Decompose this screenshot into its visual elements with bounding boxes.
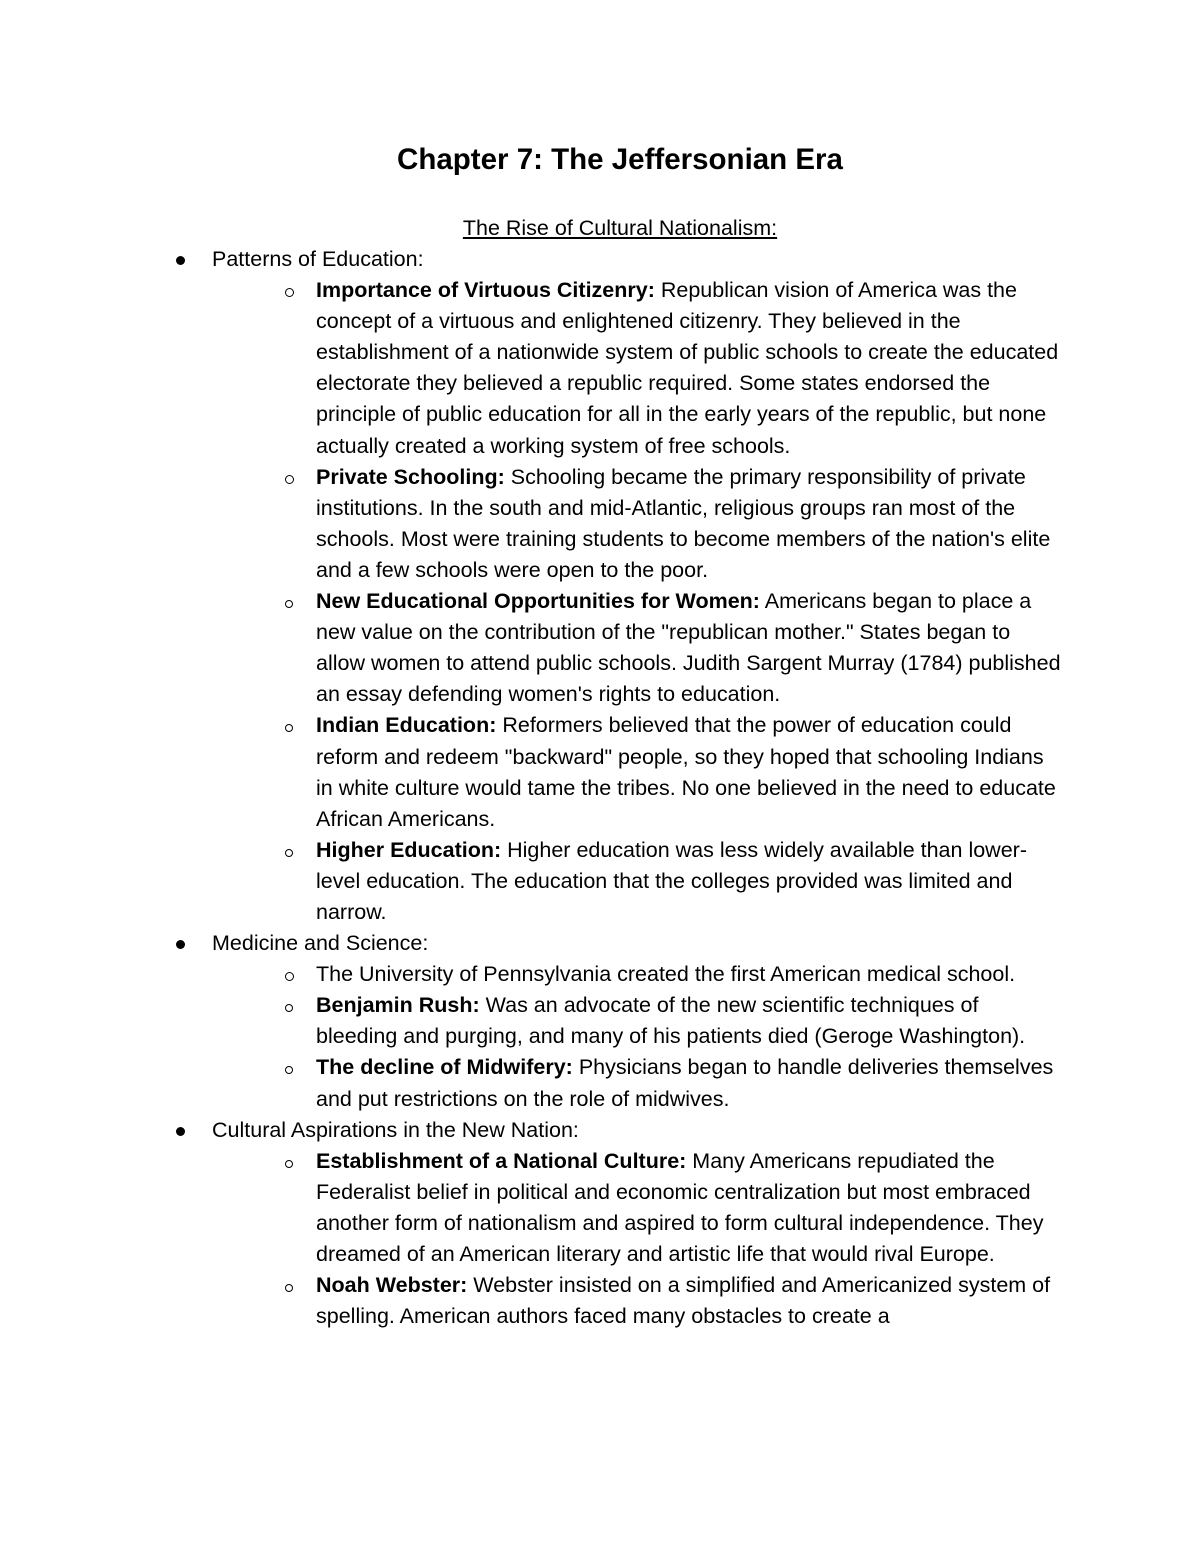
list-item: [212, 1052, 1062, 1114]
item-term: Establishment of a National Culture:: [316, 1148, 687, 1173]
list-item: [212, 835, 1062, 928]
sub-list: [212, 959, 1062, 1114]
list-item: [212, 275, 1062, 462]
sub-list: [212, 1146, 1062, 1333]
list-item: [212, 1146, 1062, 1270]
outline-list: [178, 244, 1062, 1332]
item-text: Higher education was less widely available than lower-level education. The education that the colleges provided was limited and narrow.: [316, 837, 1027, 924]
item-term: Private Schooling:: [316, 464, 505, 489]
section-heading: Cultural Aspirations in the New Nation:: [212, 1117, 579, 1142]
section-subtitle: The Rise of Cultural Nationalism:: [462, 216, 778, 240]
item-term: Noah Webster:: [316, 1273, 468, 1298]
item-term: Higher Education:: [316, 837, 502, 862]
item-text: Was an advocate of the new scientific techniques of bleeding and purging, and many of his patients died (Geroge Washington).: [316, 993, 1026, 1049]
item-term: The decline of Midwifery:: [316, 1055, 573, 1080]
list-item: [212, 462, 1062, 586]
outline-section: [178, 244, 1062, 928]
sub-list: [212, 275, 1062, 928]
item-text: Republican vision of America was the concept of a virtuous and enlightened citizenry. They believed in the establishment of a nationwide system of public schools to create the educated electorate they believed a republic required. Some states endorsed the principle of public education for all in the early years of the republic, but none actually created a working system of free schools.: [316, 278, 1059, 458]
outline-section: [178, 928, 1062, 1115]
filled-bullet-icon: [176, 940, 185, 949]
hollow-bullet-icon: [285, 1160, 293, 1168]
list-item: [212, 959, 1062, 990]
item-term: Benjamin Rush:: [316, 993, 480, 1018]
item-text: Americans began to place a new value on the contribution of the "republican mother." States began to allow women to attend public schools. Judith Sargent Murray (1784) published an essay defending women's rights to education.: [316, 589, 1061, 707]
item-term: New Educational Opportunities for Women:: [316, 589, 760, 614]
hollow-bullet-icon: [285, 475, 294, 484]
list-item: [212, 1270, 1062, 1332]
item-text: Schooling became the primary responsibility of private institutions. In the south and mid-Atlantic, religious groups ran most of the schools. Most were training students to become members of the nation's elite and a few schools were open to the poor.: [316, 464, 1051, 582]
item-text: The University of Pennsylvania created the first American medical school.: [316, 962, 1016, 987]
hollow-bullet-icon: [285, 849, 293, 857]
item-text: Webster insisted on a simplified and Americanized system of spelling. American authors faced many obstacles to create a: [316, 1273, 1051, 1329]
hollow-bullet-icon: [285, 600, 293, 608]
item-text: Physicians began to handle deliveries themselves and put restrictions on the role of midwives.: [316, 1055, 1054, 1111]
filled-bullet-icon: [176, 256, 185, 265]
item-text: Reformers believed that the power of education could reform and redeem "backward" people, so they hoped that schooling Indians in white culture would tame the tribes. No one believed in the need to educate African Americans.: [316, 713, 1056, 831]
item-term: Importance of Virtuous Citizenry:: [316, 278, 655, 303]
filled-bullet-icon: [176, 1127, 185, 1136]
list-item: [212, 990, 1062, 1052]
item-term: Indian Education:: [316, 713, 497, 738]
section-heading: Medicine and Science:: [212, 931, 429, 956]
outline-section: [178, 1115, 1062, 1333]
page-title: Chapter 7: The Jeffersonian Era: [397, 143, 843, 176]
item-text: Many Americans repudiated the Federalist belief in political and economic centralization but most embraced another form of nationalism and aspired to form cultural independence. They dreamed of an American literary and artistic life that would rival Europe.: [316, 1148, 1044, 1266]
list-item: [212, 710, 1062, 834]
section-heading: Patterns of Education:: [212, 247, 424, 271]
list-item: [212, 586, 1062, 710]
